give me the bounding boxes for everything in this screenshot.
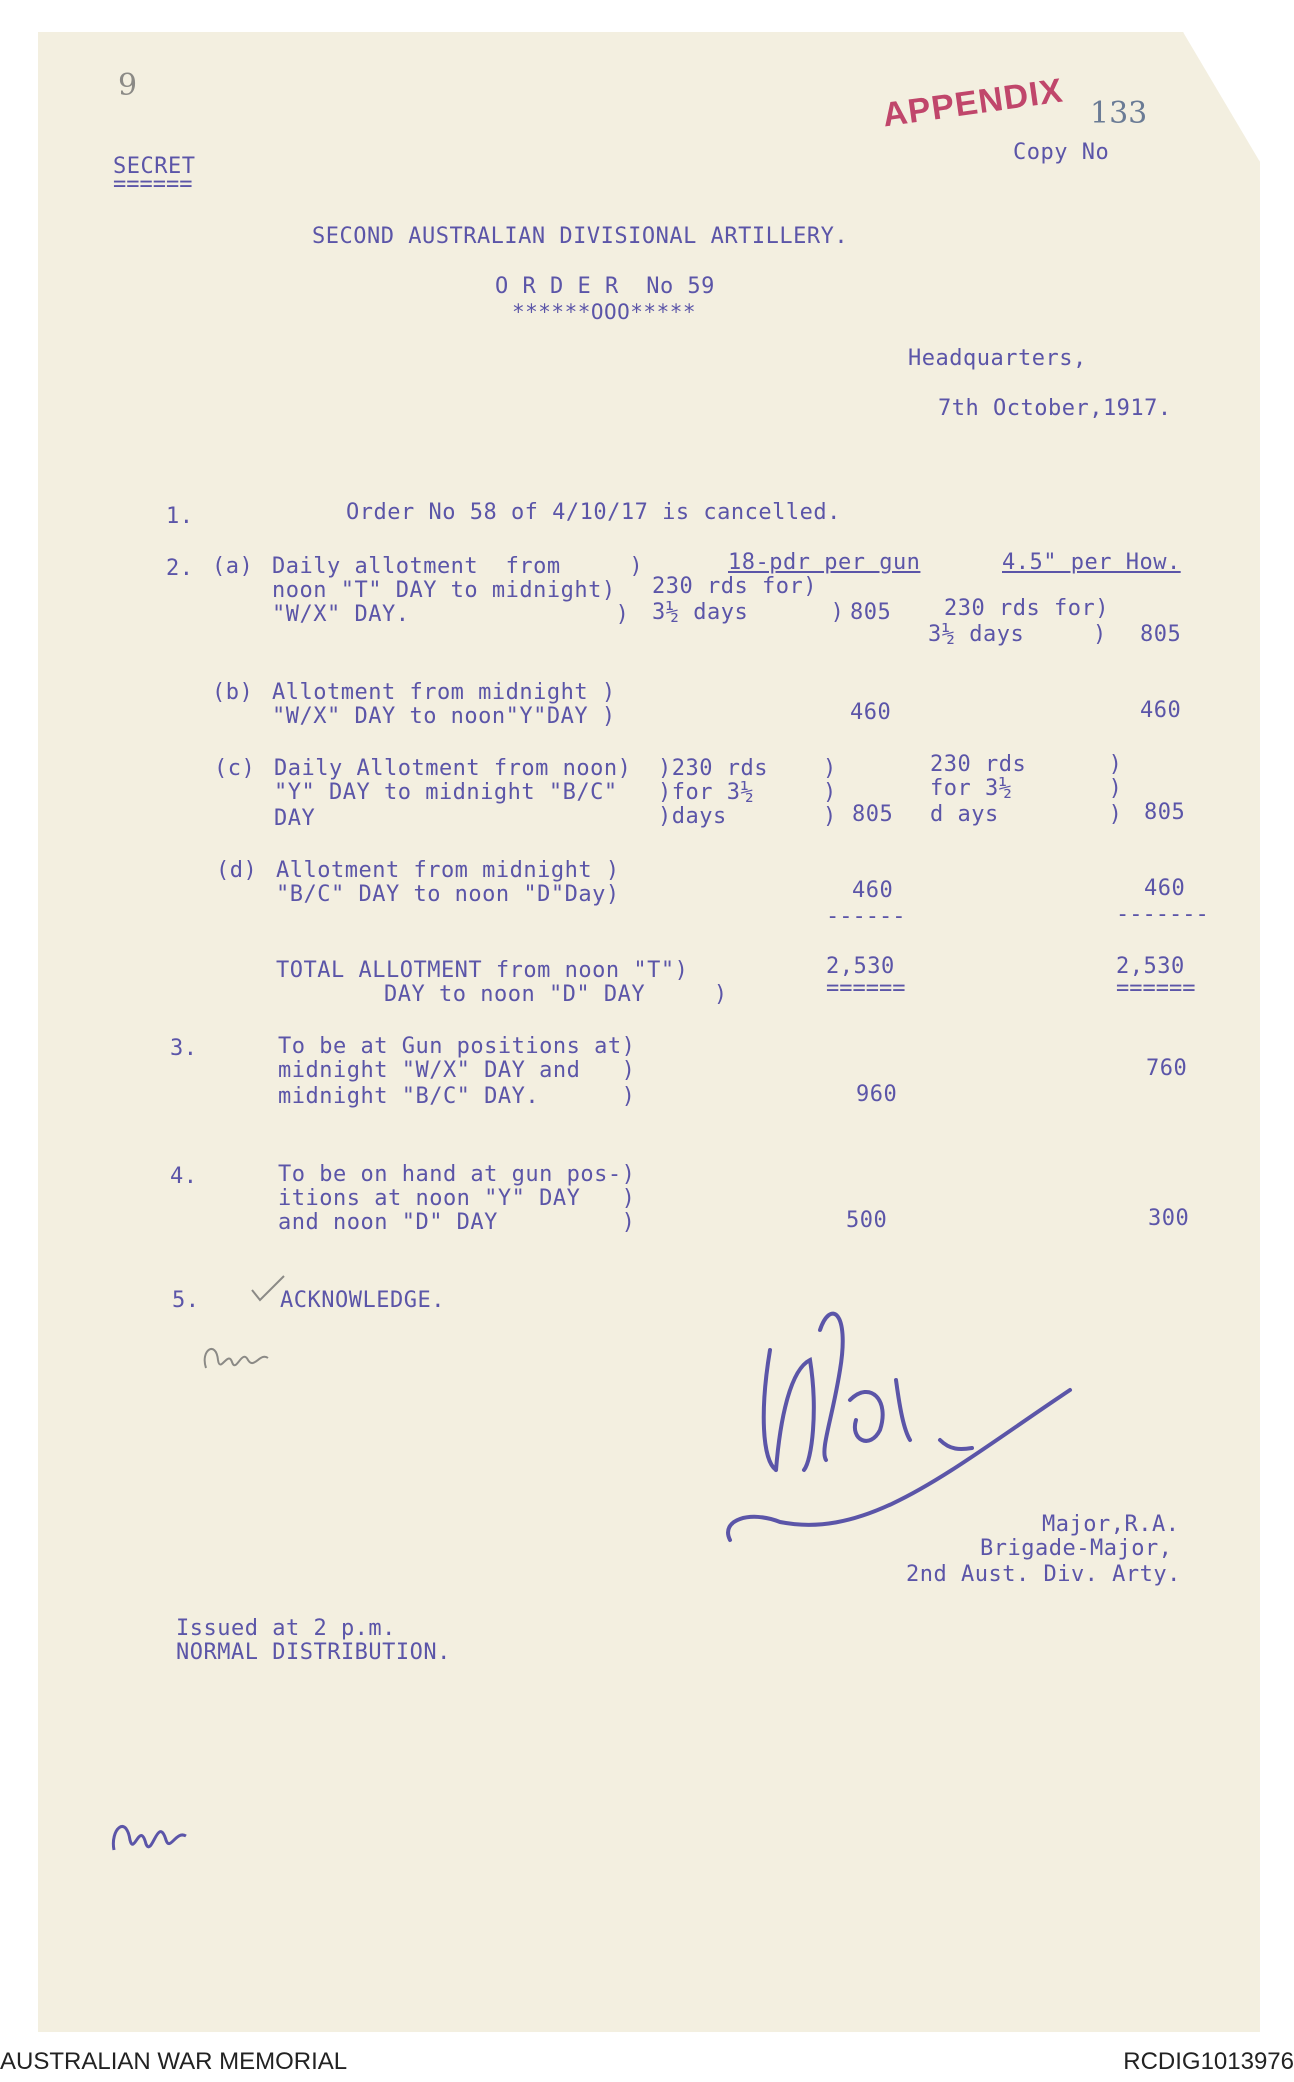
para-3-value-how: 760 (1146, 1056, 1188, 1081)
para-1-number: 1. (166, 504, 194, 529)
total-double-rule-how: ====== (1116, 976, 1196, 1001)
secret-underline: ====== (113, 172, 193, 197)
total-double-rule-18pdr: ====== (826, 976, 906, 1001)
subtotal-rule-18pdr: ------ (826, 904, 906, 929)
para-2a-rds-18pdr: 230 rds for) (652, 574, 817, 599)
document-heading: SECOND AUSTRALIAN DIVISIONAL ARTILLERY. (312, 224, 849, 249)
para-2a-value-how: 805 (1140, 622, 1182, 647)
order-rule: ******OOO***** (512, 300, 697, 324)
appendix-stamp: APPENDIX (880, 71, 1066, 135)
para-2c-value-how: 805 (1144, 800, 1186, 825)
pencil-page-number: 9 (118, 68, 138, 103)
para-4-line2: itions at noon "Y" DAY ) (278, 1186, 636, 1211)
para-2c-days-18pdr: )days ) (658, 804, 837, 829)
total-value-18pdr: 2,530 (826, 954, 895, 979)
para-2c-rds-18pdr: )230 rds ) (658, 756, 837, 781)
para-2a-days-18pdr: 3½ days ) (652, 600, 845, 625)
para-2c-value-18pdr: 805 (852, 802, 894, 827)
para-2c-line2: "Y" DAY to midnight "B/C" (274, 780, 618, 805)
para-4-number: 4. (170, 1164, 198, 1189)
signatory-rank: Major,R.A. (1042, 1512, 1180, 1537)
para-3-line3: midnight "B/C" DAY. ) (278, 1084, 636, 1109)
col-18pdr-header: 18-pdr per gun (728, 550, 921, 575)
para-2a-days-how: 3½ days ) (928, 622, 1107, 647)
para-2c-days-how: d ays ) (930, 802, 1123, 827)
footer-catalogue-id: RCDIG1013976 (1123, 2048, 1294, 2075)
footer-institution: AUSTRALIAN WAR MEMORIAL (0, 2048, 348, 2075)
pencil-initials-mark (198, 1330, 278, 1380)
total-value-how: 2,530 (1116, 954, 1185, 979)
para-4-line1: To be on hand at gun pos-) (278, 1162, 636, 1187)
subtotal-rule-how: ------- (1116, 902, 1209, 927)
secret-marking: SECRET (113, 154, 196, 179)
para-2a-value-18pdr: 805 (850, 600, 892, 625)
para-2c-for-18pdr: )for 3½ ) (658, 780, 837, 805)
para-2-number: 2. (166, 556, 194, 581)
para-2d-label: (d) (216, 858, 258, 883)
para-2c-label: (c) (214, 756, 256, 781)
para-2b-line2: "W/X" DAY to noon"Y"DAY ) (272, 704, 616, 729)
signature-mark (700, 1290, 1080, 1550)
para-2c-for-how: for 3½ ) (930, 776, 1123, 801)
para-4-line3: and noon "D" DAY ) (278, 1210, 636, 1235)
para-2a-line3: "W/X" DAY. ) (272, 602, 630, 627)
para-4-value-how: 300 (1148, 1206, 1190, 1231)
para-2a-rds-how: 230 rds for) (944, 596, 1109, 621)
issued-time: Issued at 2 p.m. (176, 1616, 396, 1641)
total-allotment-line2: DAY to noon "D" DAY ) (384, 982, 728, 1007)
document-page (38, 32, 1260, 2032)
initials-mark (106, 1800, 196, 1860)
signatory-post: Brigade-Major, (980, 1536, 1173, 1561)
para-2b-line1: Allotment from midnight ) (272, 680, 616, 705)
para-2a-line1: Daily allotment from ) (272, 554, 644, 579)
document-date: 7th October,1917. (938, 396, 1172, 421)
para-3-value-18pdr: 960 (856, 1082, 898, 1107)
distribution-note: NORMAL DISTRIBUTION. (176, 1640, 451, 1665)
stamp-number: 133 (1090, 96, 1148, 131)
para-2d-value-how: 460 (1144, 876, 1186, 901)
copy-number-label: Copy No (1013, 140, 1110, 165)
para-2b-value-18pdr: 460 (850, 700, 892, 725)
order-number: O R D E R No 59 (495, 274, 715, 299)
para-2c-line1: Daily Allotment from noon) (274, 756, 632, 781)
para-5-number: 5. (172, 1288, 200, 1313)
para-2a-label: (a) (212, 554, 254, 579)
para-2b-value-how: 460 (1140, 698, 1182, 723)
col-howitzer-header: 4.5" per How. (1002, 550, 1181, 575)
para-2a-line2: noon "T" DAY to midnight) (272, 578, 616, 603)
para-5-acknowledge: ACKNOWLEDGE. (280, 1288, 445, 1313)
para-3-line2: midnight "W/X" DAY and ) (278, 1058, 636, 1083)
para-4-value-18pdr: 500 (846, 1208, 888, 1233)
pencil-tick-mark (248, 1274, 288, 1304)
signatory-unit: 2nd Aust. Div. Arty. (906, 1562, 1181, 1587)
para-1-text: Order No 58 of 4/10/17 is cancelled. (346, 500, 841, 525)
headquarters: Headquarters, (908, 346, 1087, 371)
total-allotment-line1: TOTAL ALLOTMENT from noon "T") (276, 958, 689, 983)
para-2d-line1: Allotment from midnight ) (276, 858, 620, 883)
para-2d-value-18pdr: 460 (852, 878, 894, 903)
para-3-number: 3. (170, 1036, 198, 1061)
para-2d-line2: "B/C" DAY to noon "D"Day) (276, 882, 620, 907)
para-2c-line3: DAY (274, 806, 316, 831)
para-2b-label: (b) (212, 680, 254, 705)
para-2c-rds-how: 230 rds ) (930, 752, 1123, 777)
para-3-line1: To be at Gun positions at) (278, 1034, 636, 1059)
